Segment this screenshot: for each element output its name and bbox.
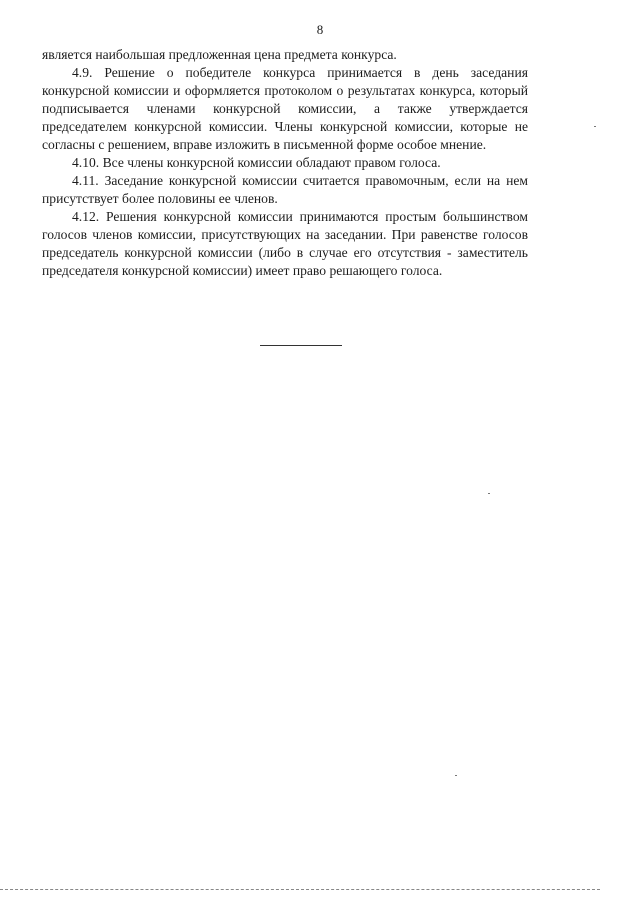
scan-speck: [594, 126, 596, 127]
end-divider: [260, 345, 342, 346]
paragraph-4-11: 4.11. Заседание конкурсной комиссии считается правомочным, если на нем присутствует более половины ее членов.: [42, 173, 528, 206]
page-number: 8: [316, 22, 324, 37]
scan-speck: [455, 775, 457, 776]
paragraph-4-10: 4.10. Все члены конкурсной комиссии обладают правом голоса.: [72, 155, 441, 170]
paragraph-continuation: является наибольшая предложенная цена предмета конкурса.: [42, 47, 397, 62]
document-body: [42, 46, 528, 280]
paragraph-4-9: 4.9. Решение о победителе конкурса принимается в день заседания конкурсной комиссии и оформляется протоколом о результатах конкурса, который подписывается членами конкурсной комиссии, а также утверждается председателем конкурсной комиссии. Члены конкурсной комиссии, которые не согласны с решением, вправе изложить в письменной форме особое мнение.: [42, 65, 528, 152]
paragraph-4-12: 4.12. Решения конкурсной комиссии принимаются простым большинством голосов членов комиссии, присутствующих на заседании. При равенстве голосов председатель конкурсной комиссии (либо в случае его отсутствия - заместитель председателя конкурсной комиссии) имеет право решающего голоса.: [42, 209, 528, 278]
scan-artifact-line: [0, 889, 600, 890]
scan-speck: [488, 493, 490, 494]
